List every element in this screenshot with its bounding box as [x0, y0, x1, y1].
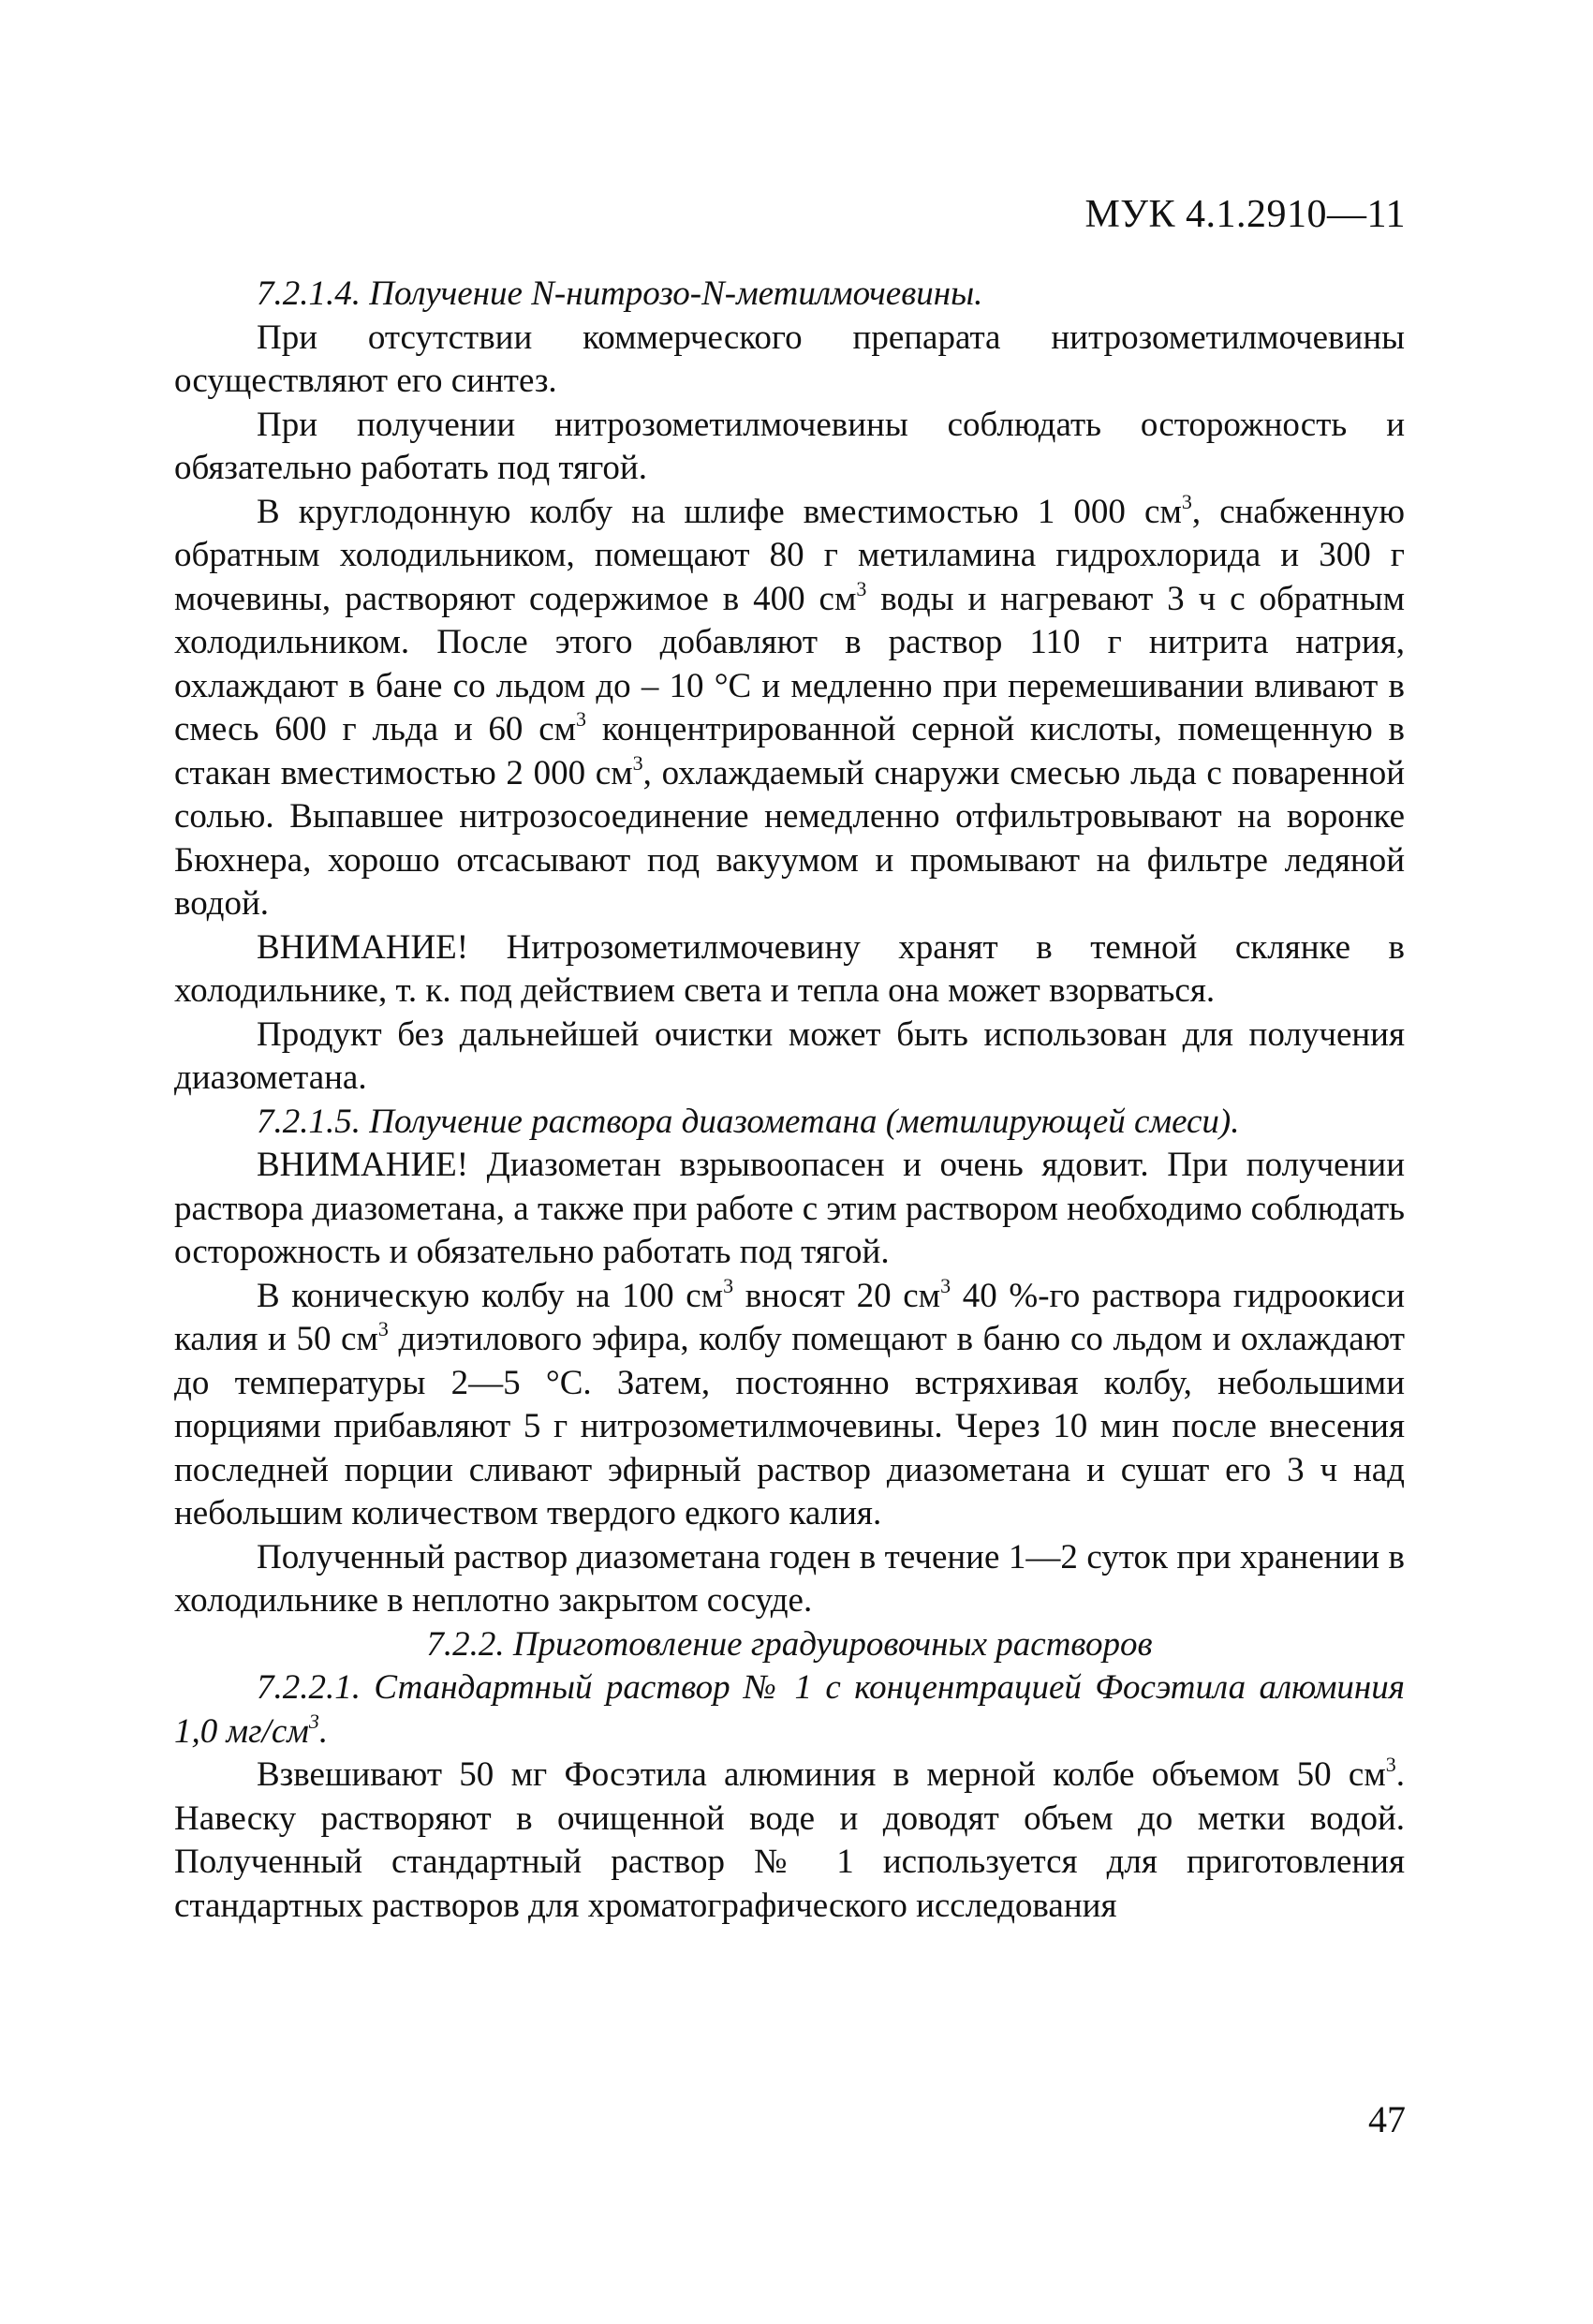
text-run: воды и нагревают 3 ч с обратным холодильником. После этого добавляют в раствор 110 г нитрита натрия, охлаждают в бане со льдом до – 10 °С и медленно при перемешивании вливают в смесь 600 г льда и 60 см [174, 579, 1405, 748]
page-body [174, 273, 1405, 1928]
section-title-7-2-2-1 [174, 1666, 1405, 1754]
paragraph: При отсутствии коммерческого препарата нитрозометилмочевины осуществляют его синтез. [174, 318, 1405, 400]
text-run: . [318, 1711, 329, 1751]
warning-paragraph: ВНИМАНИЕ! Диазометан взрывоопасен и очень ядовит. При получении раствора диазометана, а также при работе с этим раствором необходимо соблюдать осторожность и обязательно работать под тягой. [174, 1146, 1405, 1271]
text-run: Взвешивают 50 мг Фосэтила алюминия в мерной колбе объемом 50 см [257, 1755, 1386, 1794]
text-run: вносят 20 см [733, 1276, 941, 1315]
superscript: 3 [723, 1273, 734, 1297]
page-number: 47 [1368, 2098, 1406, 2140]
text-run: . Навеску растворяют в очищенной воде и доводят объем до метки водой. Полученный стандартный раствор № 1 используется для приготовления стандартных растворов для хроматографического исследования [174, 1755, 1405, 1925]
superscript: 3 [632, 750, 643, 775]
superscript: 3 [1181, 489, 1192, 513]
superscript: 3 [1385, 1753, 1396, 1776]
document-code-header: МУК 4.1.2910—11 [1084, 193, 1406, 236]
superscript: 3 [856, 576, 867, 600]
text-run: , снабженную обратным холодильником, помещают 80 г метиламина гидрохлорида и 300 г мочевины, растворяют содержимое в 400 см [174, 492, 1405, 618]
paragraph: Продукт без дальнейшей очистки может быть использован для получения диазометана. [174, 1014, 1405, 1097]
section-title-7-2-1-5: 7.2.1.5. Получение раствора диазометана (метилирующей смеси). [257, 1102, 1240, 1141]
superscript: 3 [940, 1273, 951, 1297]
superscript: 3 [308, 1709, 319, 1733]
section-title-7-2-1-4: 7.2.1.4. Получение N-нитрозо-N-метилмочевины. [257, 274, 983, 313]
paragraph-synthesis [174, 491, 1405, 926]
text-run: В круглодонную колбу на шлифе вместимостью 1 000 см [257, 492, 1182, 531]
warning-paragraph: ВНИМАНИЕ! Нитрозометилмочевину хранят в темной склянке в холодильнике, т. к. под действием света и тепла она может взорваться. [174, 927, 1405, 1010]
text-run: концентрированной серной кислоты, помещенную в стакан вместимостью 2 000 см [174, 710, 1406, 792]
text-run: 7.2.2.1. Стандартный раствор № 1 с концентрацией Фосэтила алюминия 1,0 мг/см [174, 1668, 1405, 1751]
paragraph [174, 1754, 1405, 1928]
section-title-7-2-2: 7.2.2. Приготовление градуировочных растворов [426, 1624, 1153, 1664]
text-run: диэтилового эфира, колбу помещают в баню со льдом и охлаждают до температуры 2—5 °С. Затем, постоянно встряхивая колбу, небольшими порциями прибавляют 5 г нитрозометилмочевины. Через 10 мин после внесения последней порции сливают эфирный раствор диазометана и сушат его 3 ч над небольшим количеством твердого едкого калия. [174, 1320, 1405, 1532]
superscript: 3 [576, 707, 587, 731]
paragraph: При получении нитрозометилмочевины соблюдать осторожность и обязательно работать под тягой. [174, 405, 1405, 487]
text-run: В коническую колбу на 100 см [257, 1276, 724, 1315]
paragraph-procedure [174, 1275, 1405, 1536]
superscript: 3 [377, 1317, 389, 1340]
paragraph: Полученный раствор диазометана годен в течение 1—2 суток при хранении в холодильнике в неплотно закрытом сосуде. [174, 1537, 1405, 1620]
text-run: , охлаждаемый снаружи смесью льда с поваренной солью. Выпавшее нитрозосоединение немедленно отфильтровывают на воронке Бюхнера, хорошо отсасывают под вакуумом и промывают на фильтре ледяной водой. [174, 753, 1405, 923]
text-run: 40 %-го раствора гидроокиси калия и 50 см [174, 1276, 1405, 1358]
